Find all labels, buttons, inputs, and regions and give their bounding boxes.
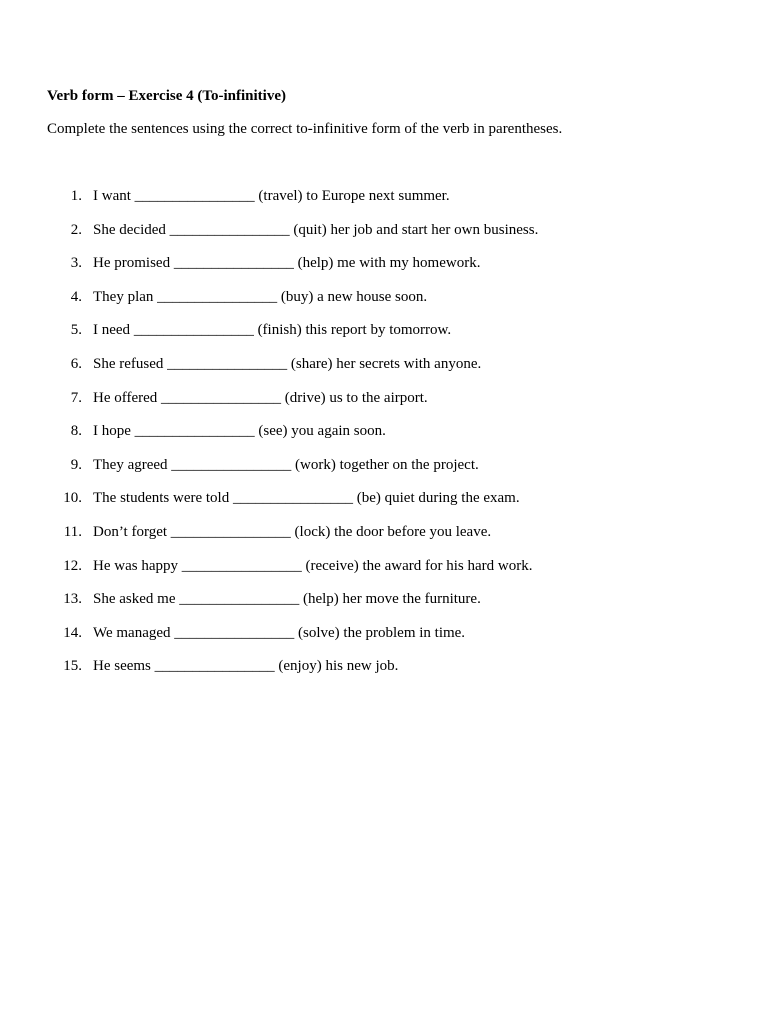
sentence-start: I hope bbox=[93, 423, 131, 440]
sentence-end: (help) her move the furniture. bbox=[302, 591, 481, 608]
list-item bbox=[0, 657, 768, 691]
list-item bbox=[0, 489, 768, 523]
sentence-end: (quit) her job and start her own business. bbox=[293, 221, 539, 238]
sentence-start: She decided bbox=[93, 221, 166, 238]
item-sentence bbox=[93, 321, 451, 339]
answer-blank: ________________ bbox=[171, 456, 292, 473]
sentence-start: He was happy bbox=[93, 557, 178, 574]
item-number: 6. bbox=[70, 355, 82, 372]
sentence-start: I want bbox=[93, 188, 131, 204]
item-sentence bbox=[93, 557, 532, 575]
sentence-end: (solve) the problem in time. bbox=[298, 624, 466, 641]
item-number: 3. bbox=[70, 255, 82, 272]
item-number: 2. bbox=[70, 221, 82, 238]
answer-blank: ________________ bbox=[157, 288, 278, 305]
sentence-end: (travel) to Europe next summer. bbox=[258, 188, 450, 204]
item-sentence bbox=[93, 523, 491, 541]
sentence-start: They agreed bbox=[93, 456, 168, 473]
sentence-end: (enjoy) his new job. bbox=[278, 658, 399, 675]
list-item bbox=[0, 624, 768, 658]
sentence-start: They plan bbox=[93, 288, 154, 305]
item-sentence bbox=[93, 489, 520, 507]
item-sentence bbox=[93, 624, 465, 642]
sentence-end: (lock) the door before you leave. bbox=[294, 523, 492, 540]
item-number: 5. bbox=[70, 322, 82, 339]
item-number: 12. bbox=[63, 557, 82, 574]
item-number: 13. bbox=[63, 591, 82, 608]
list-item bbox=[0, 590, 768, 624]
sentence-start: He promised bbox=[93, 255, 171, 272]
sentence-end: (drive) us to the airport. bbox=[284, 389, 428, 406]
answer-blank: ________________ bbox=[161, 389, 282, 406]
list-item bbox=[0, 523, 768, 557]
sentence-end: (finish) this report by tomorrow. bbox=[257, 322, 452, 339]
exercise-list bbox=[0, 187, 768, 691]
item-sentence bbox=[93, 657, 398, 675]
exercise-title: Verb form – Exercise 4 (To-infinitive) bbox=[47, 88, 286, 104]
answer-blank: ________________ bbox=[134, 423, 255, 440]
sentence-end: (see) you again soon. bbox=[258, 423, 386, 440]
list-item bbox=[0, 288, 768, 322]
item-number: 15. bbox=[63, 658, 82, 675]
answer-blank: ________________ bbox=[170, 523, 291, 540]
item-number: 9. bbox=[70, 456, 82, 473]
sentence-end: (receive) the award for his hard work. bbox=[305, 557, 533, 574]
item-number: 10. bbox=[63, 490, 82, 507]
item-sentence bbox=[93, 355, 481, 373]
sentence-start: Don’t forget bbox=[93, 523, 168, 540]
sentence-start: He offered bbox=[93, 389, 158, 406]
item-sentence bbox=[93, 590, 481, 608]
item-number: 1. bbox=[70, 188, 82, 204]
answer-blank: ________________ bbox=[232, 490, 353, 507]
sentence-start: She asked me bbox=[93, 591, 176, 608]
list-item bbox=[0, 187, 768, 221]
sentence-start: I need bbox=[93, 322, 131, 339]
sentence-start: She refused bbox=[93, 355, 164, 372]
item-number: 4. bbox=[70, 288, 82, 305]
item-number: 14. bbox=[63, 624, 82, 641]
answer-blank: ________________ bbox=[173, 255, 294, 272]
list-item bbox=[0, 321, 768, 355]
item-sentence bbox=[93, 187, 450, 205]
item-sentence bbox=[93, 422, 386, 440]
sentence-start: We managed bbox=[93, 624, 171, 641]
exercise-instructions: Complete the sentences using the correct to-infinitive form of the verb in parentheses. bbox=[47, 121, 563, 137]
answer-blank: ________________ bbox=[181, 557, 302, 574]
list-item bbox=[0, 422, 768, 456]
list-item bbox=[0, 557, 768, 591]
answer-blank: ________________ bbox=[133, 322, 254, 339]
item-sentence bbox=[93, 288, 427, 306]
list-item bbox=[0, 456, 768, 490]
item-number: 8. bbox=[70, 423, 82, 440]
list-item bbox=[0, 254, 768, 288]
item-sentence bbox=[93, 456, 479, 474]
sentence-end: (be) quiet during the exam. bbox=[356, 490, 520, 507]
sentence-end: (share) her secrets with anyone. bbox=[290, 355, 482, 372]
list-item bbox=[0, 355, 768, 389]
item-number: 11. bbox=[63, 523, 82, 540]
answer-blank: ________________ bbox=[174, 624, 295, 641]
answer-blank: ________________ bbox=[179, 591, 300, 608]
answer-blank: ________________ bbox=[154, 658, 275, 675]
answer-blank: ________________ bbox=[134, 188, 255, 204]
item-sentence bbox=[93, 254, 480, 272]
item-sentence bbox=[93, 221, 538, 239]
answer-blank: ________________ bbox=[169, 221, 290, 238]
item-number: 7. bbox=[70, 389, 82, 406]
sentence-start: The students were told bbox=[93, 490, 230, 507]
list-item bbox=[0, 221, 768, 255]
list-item bbox=[0, 389, 768, 423]
sentence-start: He seems bbox=[93, 658, 151, 675]
sentence-end: (help) me with my homework. bbox=[297, 255, 481, 272]
sentence-end: (buy) a new house soon. bbox=[280, 288, 428, 305]
item-sentence bbox=[93, 389, 428, 407]
answer-blank: ________________ bbox=[167, 355, 288, 372]
sentence-end: (work) together on the project. bbox=[295, 456, 479, 473]
